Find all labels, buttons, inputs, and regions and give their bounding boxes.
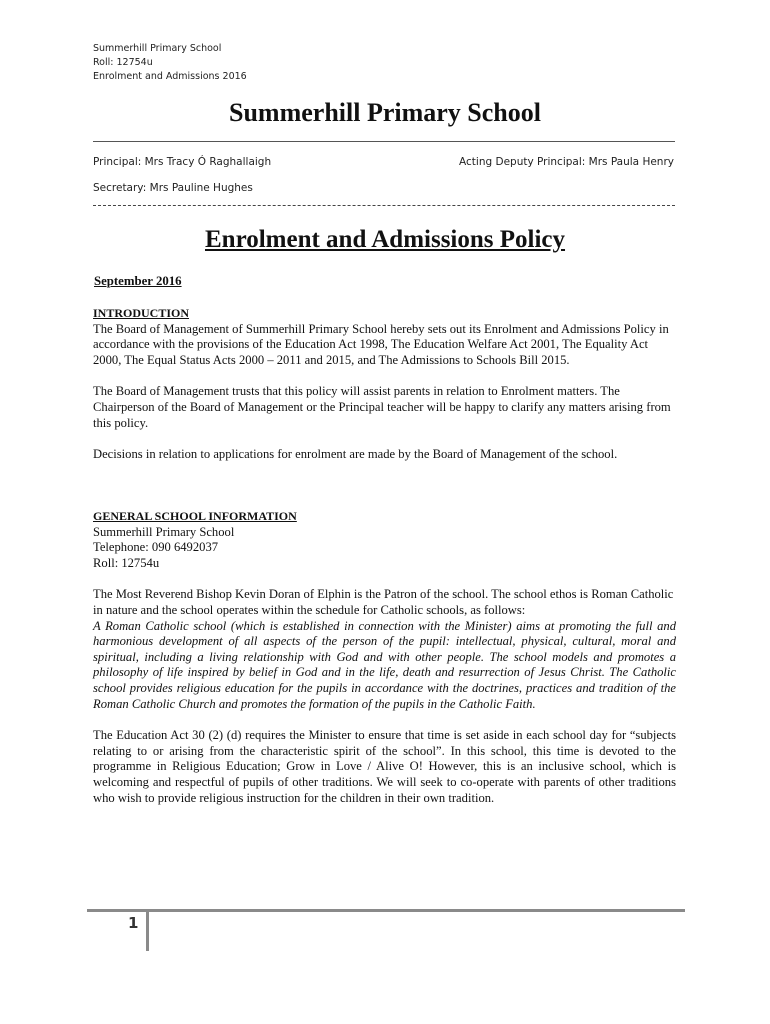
secretary-line: Secretary: Mrs Pauline Hughes xyxy=(93,182,253,194)
education-act-paragraph: The Education Act 30 (2) (d) requires the Minister to ensure that time is set aside in each school day for “subjects relating to or arising from the characteristic spirit of the school”. In this school, this time is devoted to the programme in Religious Education; Grow in Love / Alive O! However, this is an inclusive school, which is welcoming and respectful of pupils of other traditions. We will seek to co-operate with parents of other traditions who wish to provide religious instruction for the children in their own tradition. xyxy=(93,728,676,805)
school-title: Summerhill Primary School xyxy=(229,98,541,127)
catholic-school-quote: A Roman Catholic school (which is established in connection with the Minister) aims at promoting the full and harmonious development of all aspects of the person of the pupil: intellectual, physical, cultural, moral and spiritual, including a living relationship with God and with other people. The school models and promotes a philosophy of life inspired by belief in God and in the life, death and resurrection of Jesus Christ. The Catholic school provides religious education for the pupils in accordance with the doctrines, practices and tradition of the Roman Catholic Church and promotes the formation of the pupils in the Catholic Faith. xyxy=(93,618,676,711)
header-school-name: Summerhill Primary School xyxy=(93,43,222,54)
header-document-name: Enrolment and Admissions 2016 xyxy=(93,71,247,82)
introduction-paragraph-1: The Board of Management of Summerhill Primary School hereby sets out its Enrolment and Admissions Policy in accordance with the provisions of the Education Act 1998, The Education Welfare Act 2001, The Equality Act 2000, The Equal Status Acts 2000 – 2011 and 2015, and The Admissions to Schools Bill 2015. xyxy=(93,321,669,367)
school-telephone: Telephone: 090 6492037 xyxy=(93,540,219,555)
policy-title: Enrolment and Admissions Policy xyxy=(204,226,566,253)
policy-date: September 2016 xyxy=(94,274,182,288)
footer-rule xyxy=(87,909,685,912)
principal-line: Principal: Mrs Tracy Ó Raghallaigh xyxy=(93,156,272,168)
introduction-section xyxy=(93,306,676,463)
school-roll: Roll: 12754u xyxy=(93,555,160,570)
general-info-heading: GENERAL SCHOOL INFORMATION xyxy=(93,509,297,523)
ethos-paragraph: The Most Reverend Bishop Kevin Doran of Elphin is the Patron of the school. The school ethos is Roman Catholic in nature and the school operates within the schedule for Catholic schools, as follows: xyxy=(93,587,674,617)
introduction-paragraph-3: Decisions in relation to applications for enrolment are made by the Board of Management of the school. xyxy=(93,447,618,462)
deputy-principal-line: Acting Deputy Principal: Mrs Paula Henry xyxy=(459,156,674,168)
introduction-heading: INTRODUCTION xyxy=(93,306,190,320)
introduction-paragraph-2: The Board of Management trusts that this policy will assist parents in relation to Enrolment matters. The Chairperson of the Board of Management or the Principal teacher will be happy to clarify any matters arising from this policy. xyxy=(93,384,671,430)
header-roll: Roll: 12754u xyxy=(93,57,153,68)
page-number: 1 xyxy=(128,914,139,932)
title-divider xyxy=(93,141,675,142)
footer-divider xyxy=(146,909,149,951)
running-header xyxy=(93,42,247,84)
general-info-section xyxy=(93,509,676,806)
school-name: Summerhill Primary School xyxy=(93,524,235,539)
staff-divider xyxy=(93,205,675,206)
